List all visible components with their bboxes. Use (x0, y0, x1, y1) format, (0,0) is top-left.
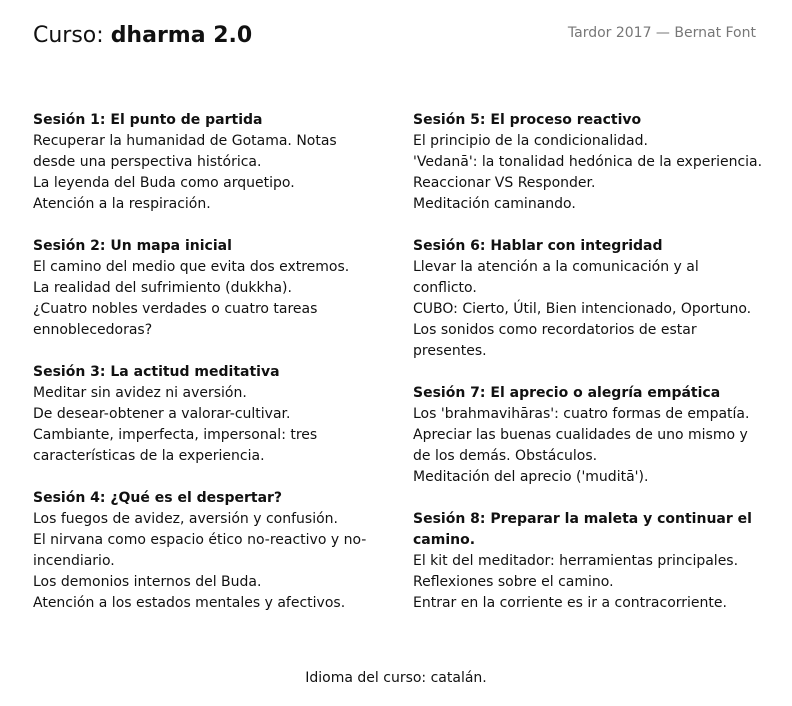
course-language-note: Idioma del curso: catalán. (305, 670, 487, 686)
session-line: Los demonios internos del Buda. (33, 574, 262, 590)
session-line: Meditación caminando. (413, 196, 576, 212)
sessions-right-column (413, 110, 763, 635)
session-3 (33, 362, 373, 467)
session-6 (413, 236, 763, 362)
session-line: Atención a la respiración. (33, 196, 211, 212)
session-title: Sesión 8: Preparar la maleta y continuar el camino. (413, 511, 752, 548)
session-7 (413, 383, 763, 488)
session-8 (413, 509, 763, 614)
session-title: Sesión 5: El proceso reactivo (413, 112, 642, 128)
session-line: Apreciar las buenas cualidades de uno mismo y de los demás. Obstáculos. (413, 427, 748, 464)
session-line: Recuperar la humanidad de Gotama. Notas desde una perspectiva histórica. (33, 133, 337, 170)
session-line: Los fuegos de avidez, aversión y confusión. (33, 511, 338, 527)
course-meta: Tardor 2017 — Bernat Font (567, 25, 756, 41)
session-line: De desear-obtener a valorar-cultivar. (33, 406, 291, 422)
session-title: Sesión 6: Hablar con integridad (413, 238, 663, 254)
session-title: Sesión 3: La actitud meditativa (33, 364, 280, 380)
session-line: Reaccionar VS Responder. (413, 175, 596, 191)
session-line: Los 'brahmavihāras': cuatro formas de empatía. (413, 406, 750, 422)
session-title: Sesión 1: El punto de partida (33, 112, 263, 128)
session-1 (33, 110, 373, 215)
session-line: El camino del medio que evita dos extremos. (33, 259, 350, 275)
session-title: Sesión 7: El aprecio o alegría empática (413, 385, 721, 401)
session-5 (413, 110, 763, 215)
session-line: El principio de la condicionalidad. (413, 133, 648, 149)
session-line: Los sonidos como recordatorios de estar presentes. (413, 322, 697, 359)
session-line: Llevar la atención a la comunicación y al conflicto. (413, 259, 699, 296)
session-4 (33, 488, 373, 614)
session-title: Sesión 4: ¿Qué es el despertar? (33, 490, 283, 506)
session-line: ¿Cuatro nobles verdades o cuatro tareas ennoblecedoras? (33, 301, 318, 338)
page-title (33, 22, 252, 50)
session-line: Reflexiones sobre el camino. (413, 574, 614, 590)
session-line: Cambiante, imperfecta, impersonal: tres características de la experiencia. (33, 427, 318, 464)
session-line: Meditar sin avidez ni aversión. (33, 385, 247, 401)
sessions-left-column (33, 110, 373, 635)
session-line: 'Vedanā': la tonalidad hedónica de la experiencia. (413, 154, 763, 170)
session-line: El nirvana como espacio ético no-reactivo y no-incendiario. (33, 532, 367, 569)
session-line: La realidad del sufrimiento (dukkha). (33, 280, 292, 296)
course-name: dharma 2.0 (110, 23, 253, 48)
session-line: El kit del meditador: herramientas principales. (413, 553, 739, 569)
session-line: Entrar en la corriente es ir a contracorriente. (413, 595, 727, 611)
session-line: CUBO: Cierto, Útil, Bien intencionado, Oportuno. (413, 301, 752, 317)
session-2 (33, 236, 373, 341)
session-title: Sesión 2: Un mapa inicial (33, 238, 232, 254)
title-prefix: Curso: (33, 23, 111, 48)
session-line: Meditación del aprecio ('muditā'). (413, 469, 649, 485)
session-line: La leyenda del Buda como arquetipo. (33, 175, 295, 191)
session-line: Atención a los estados mentales y afectivos. (33, 595, 346, 611)
